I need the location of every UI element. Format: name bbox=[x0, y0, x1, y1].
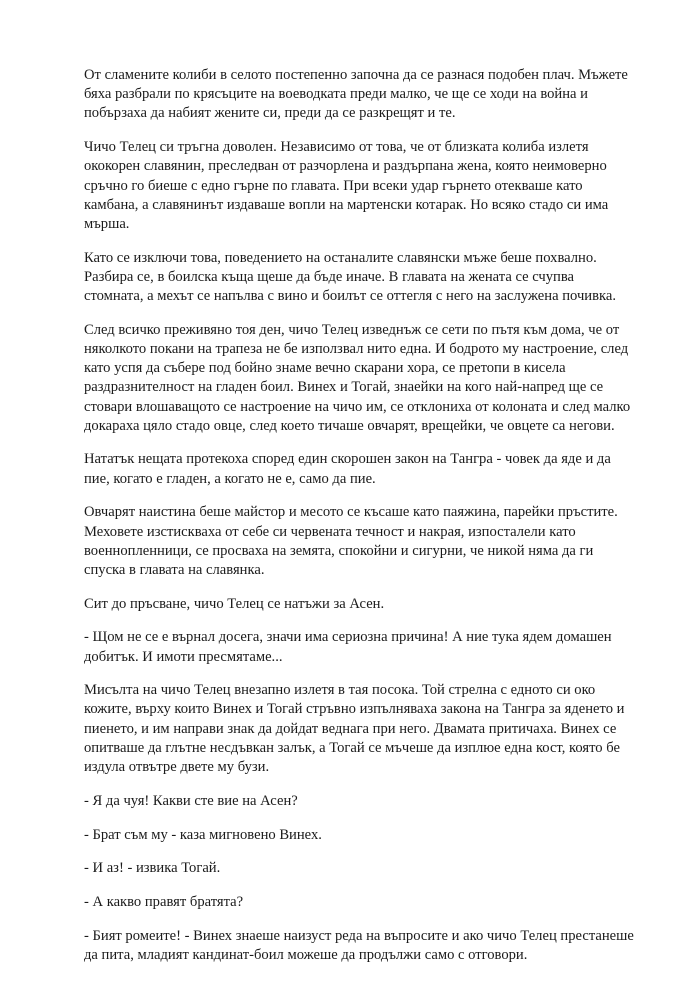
text-line: Меховете изстискваха от себе си червената течност и накрая, изпосталели като bbox=[84, 523, 576, 540]
document-page bbox=[84, 66, 664, 980]
text-line: опитваше да глътне несдъвкан залък, а Тогай се мъчеше да изплюе една кост, която бе bbox=[84, 739, 620, 756]
text-line: пиенето, и им направи знак да дойдат веднага при него. Двамата притичаха. Винех се bbox=[84, 720, 617, 737]
paragraph bbox=[84, 893, 664, 912]
text-line: бяха разбрали по крясъците на воеводката преди малко, че ще се ходи на война и bbox=[84, 86, 588, 103]
paragraph bbox=[84, 450, 664, 488]
text-line: Овчарят наистина беше майстор и месото се късаше като паяжина, парейки пръстите. bbox=[84, 504, 618, 521]
text-line: като успя да събере под бойно знаме вечно скарани хора, се претопи в кисела bbox=[84, 360, 566, 377]
text-line: да пита, младият кандинат-боил можеше да продължи само с отговори. bbox=[84, 946, 528, 963]
paragraph bbox=[84, 681, 664, 777]
text-line: Чичо Телец си тръгна доволен. Независимо от това, че от близката колиба излетя bbox=[84, 139, 589, 156]
text-line: побързаха да набият жените си, преди да се разкрещят и те. bbox=[84, 105, 456, 122]
text-line: мърша. bbox=[84, 215, 130, 232]
paragraph bbox=[84, 249, 664, 307]
text-line: Сит до пръсване, чичо Телец се натъжи за Асен. bbox=[84, 595, 385, 612]
text-line: Мисълта на чичо Телец внезапно излетя в тая посока. Той стрелна с едното си око bbox=[84, 682, 596, 699]
text-line: добитък. И имоти пресмятаме... bbox=[84, 648, 283, 665]
text-line: издула отвътре двете му бузи. bbox=[84, 759, 270, 776]
paragraph bbox=[84, 321, 664, 436]
text-line: Нататък нещата протекоха според един скорошен закон на Тангра - човек да яде и да bbox=[84, 451, 611, 468]
paragraph bbox=[84, 503, 664, 580]
paragraph bbox=[84, 595, 664, 614]
text-line: - Бият ромеите! - Винех знаеше наизуст реда на въпросите и ако чичо Телец престанеше bbox=[84, 927, 634, 944]
text-line: Разбира се, в боилска къща щеше да бъде иначе. В главата на жената се счупва bbox=[84, 268, 575, 285]
text-line: - И аз! - извика Тогай. bbox=[84, 860, 221, 877]
paragraph bbox=[84, 859, 664, 878]
paragraph bbox=[84, 927, 664, 965]
text-line: - А какво правят братята? bbox=[84, 893, 244, 910]
text-line: стомната, а мехът се напълва с вино и боилът се оттегля с него на заслужена почивка. bbox=[84, 288, 616, 305]
text-line: - Щом не се е върнал досега, значи има сериозна причина! А ние тука ядем домашен bbox=[84, 629, 612, 646]
text-line: раздразнителност на гладен боил. Винех и Тогай, знаейки на кого най-напред ще се bbox=[84, 379, 604, 396]
text-line: спуска в главата на славянка. bbox=[84, 561, 265, 578]
text-line: стовари влошаващото се настроение на чичо им, се отклониха от колоната и след малко bbox=[84, 398, 631, 415]
text-line: няколкото покани на трапеза не бе използвал нито една. И бодрото му настроение, след bbox=[84, 340, 629, 357]
text-line: военнопленници, се просваха на земята, спокойни и сигурни, че никой няма да ги bbox=[84, 542, 594, 559]
text-line: камбана, а славянинът издаваше вопли на мартенски котарак. Но всяко стадо си има bbox=[84, 196, 609, 213]
paragraph bbox=[84, 826, 664, 845]
text-line: - Я да чуя! Какви сте вие на Асен? bbox=[84, 792, 298, 809]
paragraph bbox=[84, 66, 664, 124]
paragraph bbox=[84, 792, 664, 811]
text-line: От сламените колиби в селото постепенно започна да се разнася подобен плач. Мъжете bbox=[84, 67, 628, 83]
text-line: ококорен славянин, преследван от разчорлена и раздърпана жена, която неимоверно bbox=[84, 158, 607, 175]
text-line: сръчно го биеше с едно гърне по главата. При всеки удар гърнето отекваше като bbox=[84, 177, 583, 194]
paragraph bbox=[84, 628, 664, 666]
text-line: пие, когато е гладен, а когато не е, само да пие. bbox=[84, 470, 376, 487]
text-line: Като се изключи това, поведението на останалите славянски мъже беше похвално. bbox=[84, 249, 597, 266]
text-line: - Брат съм му - каза мигновено Винех. bbox=[84, 826, 322, 843]
text-line: кожите, върху които Винех и Тогай стръвно изпълняваха закона на Тангра за яденето и bbox=[84, 701, 625, 718]
text-line: докараха цяло стадо овце, след което тичаше овчарят, врещейки, че овцете са негови. bbox=[84, 417, 615, 434]
text-line: След всичко преживяно тоя ден, чичо Телец изведнъж се сети по пътя към дома, че от bbox=[84, 321, 620, 338]
paragraph bbox=[84, 138, 664, 234]
